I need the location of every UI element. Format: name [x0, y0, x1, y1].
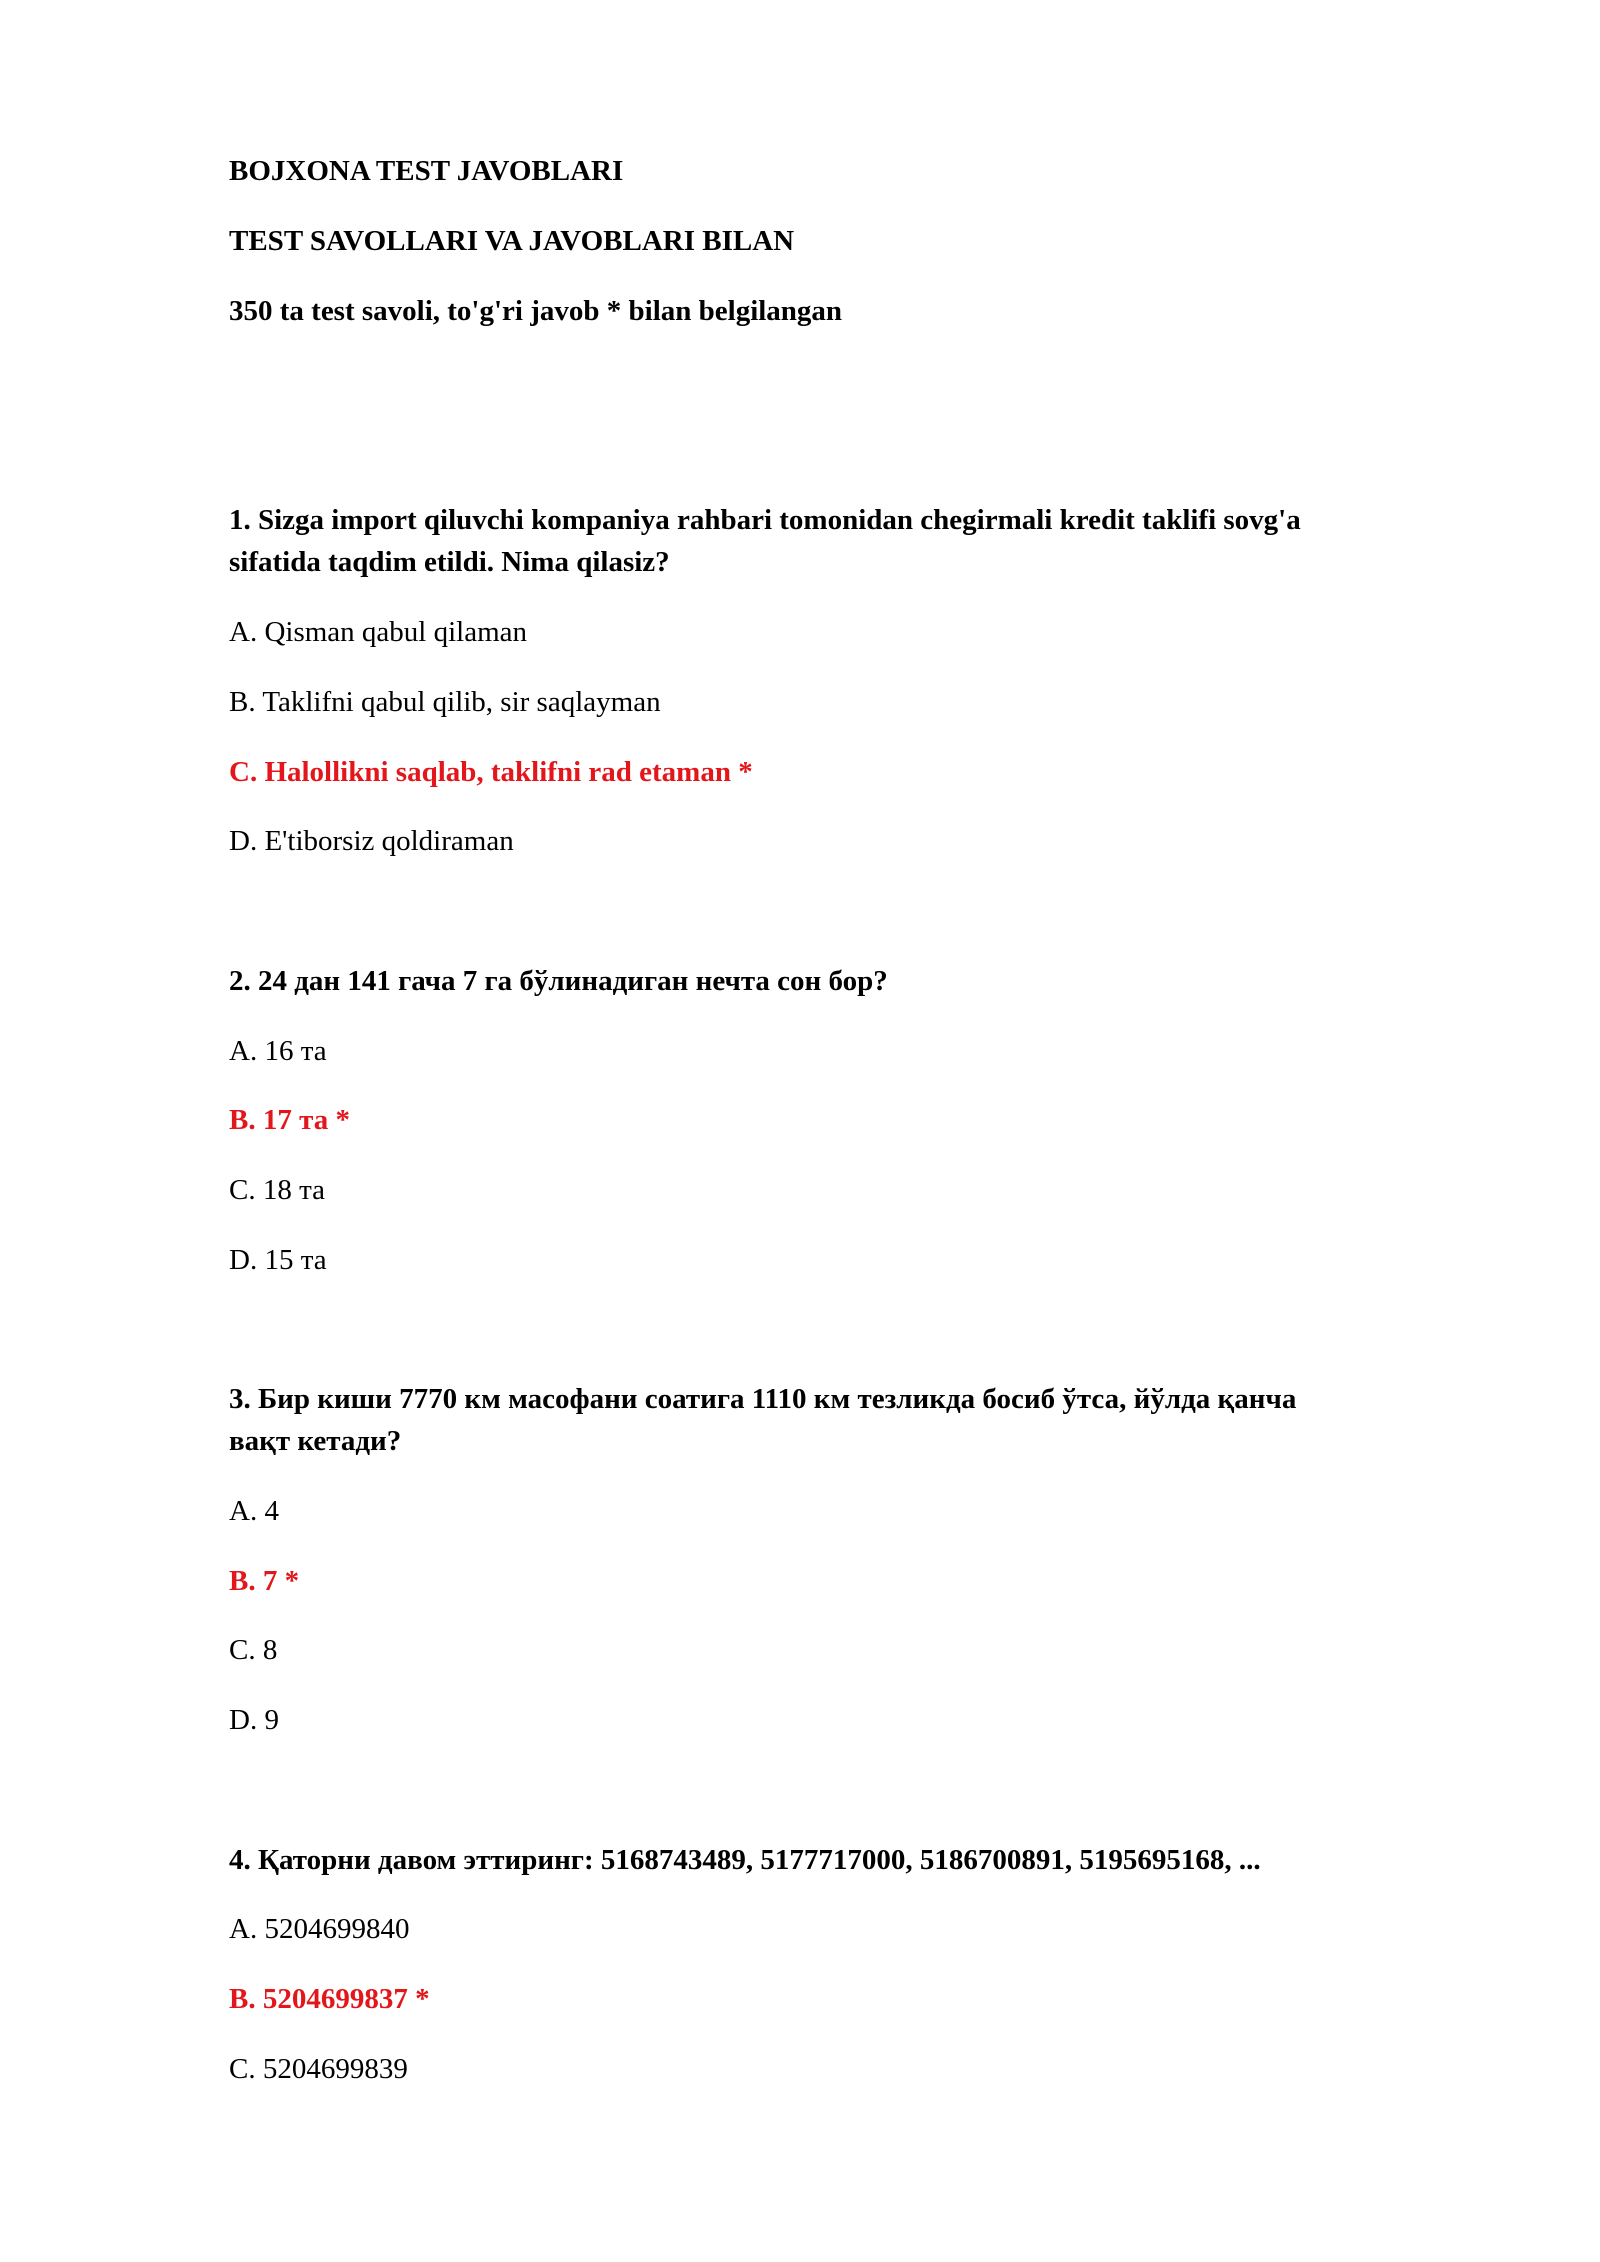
document-note: 350 ta test savoli, to'g'ri javob * bilan belgilangan: [229, 295, 843, 327]
question-2-option-d: D. 15 та: [229, 1244, 327, 1276]
question-2-option-a: A. 16 та: [229, 1035, 327, 1067]
question-2-option-c: C. 18 та: [229, 1174, 325, 1206]
question-3-option-d: D. 9: [229, 1704, 279, 1736]
question-4-text-line-1: 4. Қаторни давом эттиринг: 5168743489, 5177717000, 5186700891, 5195695168, ...: [229, 1844, 1261, 1876]
question-2-option-b-correct: B. 17 та *: [229, 1104, 350, 1136]
question-1-text-line-2: sifatida taqdim etildi. Nima qilasiz?: [229, 546, 670, 578]
question-3-option-a: A. 4: [229, 1495, 279, 1527]
question-4-option-c: C. 5204699839: [229, 2053, 408, 2085]
question-3-option-b-correct: B. 7 *: [229, 1565, 300, 1597]
question-1-text-line-1: 1. Sizga import qiluvchi kompaniya rahbari tomonidan chegirmali kredit taklifi sovg'a: [229, 504, 1301, 536]
question-1-option-b: B. Taklifni qabul qilib, sir saqlayman: [229, 686, 661, 718]
document-subtitle: TEST SAVOLLARI VA JAVOBLARI BILAN: [229, 225, 795, 257]
document-title: BOJXONA TEST JAVOBLARI: [229, 155, 624, 187]
question-3-text-line-1: 3. Бир киши 7770 км масофани соатига 1110 км тезликда босиб ўтса, йўлда қанча: [229, 1383, 1297, 1415]
question-3-text-line-2: вақт кетади?: [229, 1425, 402, 1457]
question-3-option-c: C. 8: [229, 1634, 278, 1666]
question-1-option-d: D. E'tiborsiz qoldiraman: [229, 825, 514, 857]
question-4-option-b-correct: B. 5204699837 *: [229, 1983, 430, 2015]
question-4-option-a: A. 5204699840: [229, 1913, 410, 1945]
question-1-option-c-correct: C. Halollikni saqlab, taklifni rad etaman *: [229, 756, 753, 788]
question-2-text-line-1: 2. 24 дан 141 гача 7 га бўлинадиган нечта сон бор?: [229, 965, 888, 997]
question-1-option-a: A. Qisman qabul qilaman: [229, 616, 528, 648]
